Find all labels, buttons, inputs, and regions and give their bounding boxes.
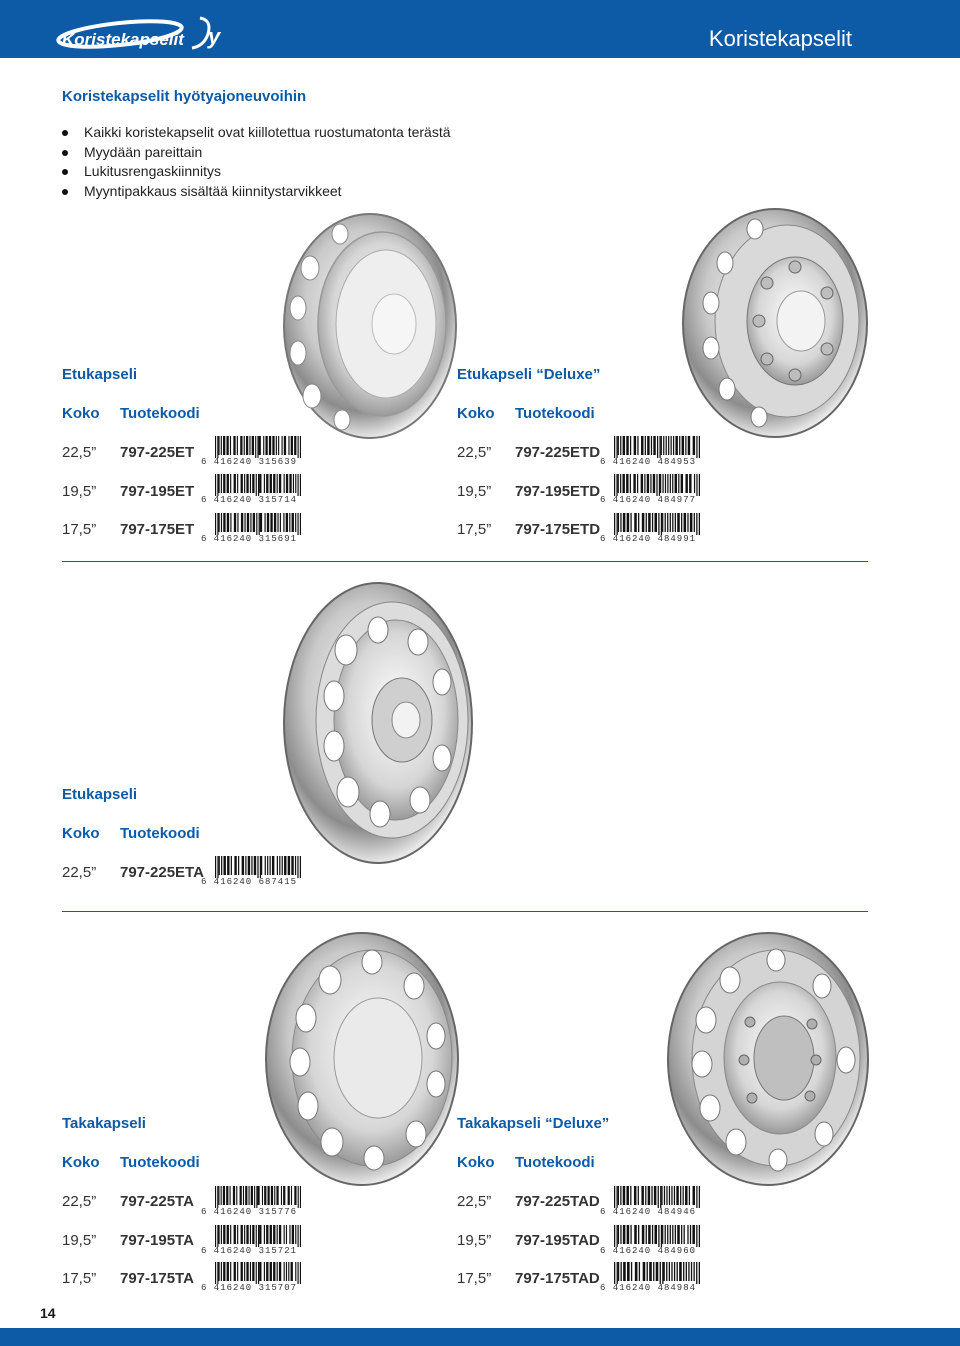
page-header — [0, 0, 960, 58]
column-header-size: Koko — [62, 825, 100, 842]
row-size: 19,5” — [457, 1232, 492, 1249]
row-code: 797-175ET — [120, 521, 195, 538]
row-size: 19,5” — [62, 1232, 97, 1249]
barcode-number: 6 416240 484984 — [600, 1283, 697, 1293]
svg-text:y: y — [208, 24, 221, 49]
barcode — [201, 436, 303, 468]
section-divider — [62, 911, 868, 912]
hubcap-front-image — [270, 208, 460, 444]
row-code: 797-225ET — [120, 444, 195, 461]
barcode-number: 6 416240 687415 — [201, 877, 298, 887]
barcode — [201, 513, 303, 545]
row-size: 22,5” — [62, 1193, 97, 1210]
barcode-bars — [614, 474, 700, 496]
row-size: 17,5” — [62, 1270, 97, 1287]
row-code: 797-195ET — [120, 483, 195, 500]
row-code: 797-175TA — [120, 1270, 194, 1287]
table-title: Etukapseli “Deluxe” — [457, 366, 601, 383]
barcode-bars — [215, 1225, 301, 1247]
row-code: 797-195ETD — [515, 483, 601, 500]
product-table-takakapseli-deluxe — [457, 1115, 609, 1132]
table-title: Takakapseli — [62, 1115, 146, 1132]
table-title: Etukapseli — [62, 786, 138, 803]
product-table-takakapseli — [62, 1115, 146, 1132]
barcode — [201, 474, 303, 506]
column-header-code: Tuotekoodi — [515, 405, 595, 422]
table-title: Takakapseli “Deluxe” — [457, 1115, 610, 1132]
feature-list — [62, 123, 451, 201]
hubcap-rear-image — [260, 928, 465, 1190]
barcode — [201, 1186, 303, 1218]
product-table-etukapseli-eta — [62, 786, 137, 803]
row-code: 797-195TAD — [515, 1232, 600, 1249]
barcode-number: 6 416240 315707 — [201, 1283, 298, 1293]
barcode-bars — [215, 436, 301, 458]
table-title: Etukapseli — [62, 366, 138, 383]
barcode — [600, 1262, 702, 1294]
barcode-bars — [215, 1262, 301, 1284]
barcode — [600, 436, 702, 468]
product-table-etukapseli-deluxe — [457, 366, 600, 383]
barcode-number: 6 416240 315691 — [201, 534, 298, 544]
barcode-number: 6 416240 484946 — [600, 1207, 697, 1217]
barcode-bars — [215, 474, 301, 496]
row-size: 22,5” — [457, 1193, 492, 1210]
barcode-bars — [614, 1262, 700, 1284]
barcode-bars — [215, 856, 301, 878]
barcode — [201, 856, 303, 888]
row-size: 22,5” — [62, 444, 97, 461]
column-header-size: Koko — [457, 1154, 495, 1171]
barcode-number: 6 416240 315714 — [201, 495, 298, 505]
logo-text: Koristekapselit — [62, 30, 184, 49]
feature-item: Lukitusrengaskiinnitys — [62, 162, 451, 182]
barcode — [600, 474, 702, 506]
feature-item: Myyntipakkaus sisältää kiinnitystarvikkeet — [62, 182, 451, 202]
hubcap-rear-deluxe-image — [662, 928, 874, 1190]
barcode — [600, 1225, 702, 1257]
barcode — [201, 1262, 303, 1294]
barcode-number: 6 416240 484960 — [600, 1246, 697, 1256]
row-code: 797-225ETD — [515, 444, 601, 461]
hubcap-front-deluxe-image — [675, 203, 875, 443]
row-size: 19,5” — [62, 483, 97, 500]
row-code: 797-225ETA — [120, 864, 204, 881]
feature-item: Myydään pareittain — [62, 143, 451, 163]
footer-bar — [0, 1328, 960, 1346]
product-table-etukapseli — [62, 366, 137, 383]
row-size: 22,5” — [62, 864, 97, 881]
barcode-bars — [614, 1225, 700, 1247]
column-header-size: Koko — [62, 1154, 100, 1171]
row-code: 797-195TA — [120, 1232, 194, 1249]
row-size: 19,5” — [457, 483, 492, 500]
barcode-number: 6 416240 484977 — [600, 495, 697, 505]
barcode — [600, 1186, 702, 1218]
row-code: 797-175TAD — [515, 1270, 600, 1287]
row-size: 17,5” — [457, 521, 492, 538]
page-number: 14 — [40, 1305, 56, 1321]
barcode-bars — [215, 1186, 301, 1208]
barcode-number: 6 416240 315639 — [201, 457, 298, 467]
barcode-bars — [215, 513, 301, 535]
section-divider — [62, 561, 868, 562]
header-title: Koristekapselit — [708, 26, 852, 51]
hubcap-front-eta-image — [278, 578, 478, 868]
barcode-bars — [614, 513, 700, 535]
row-size: 22,5” — [457, 444, 492, 461]
column-header-code: Tuotekoodi — [120, 825, 200, 842]
column-header-code: Tuotekoodi — [120, 405, 200, 422]
column-header-size: Koko — [62, 405, 100, 422]
barcode-number: 6 416240 484953 — [600, 457, 697, 467]
barcode — [600, 513, 702, 545]
row-size: 17,5” — [457, 1270, 492, 1287]
barcode-bars — [614, 1186, 700, 1208]
barcode-bars — [614, 436, 700, 458]
row-code: 797-225TA — [120, 1193, 194, 1210]
barcode-number: 6 416240 315721 — [201, 1246, 298, 1256]
barcode — [201, 1225, 303, 1257]
barcode-number: 6 416240 484991 — [600, 534, 697, 544]
row-size: 17,5” — [62, 521, 97, 538]
column-header-size: Koko — [457, 405, 495, 422]
barcode-number: 6 416240 315776 — [201, 1207, 298, 1217]
column-header-code: Tuotekoodi — [515, 1154, 595, 1171]
intro-title: Koristekapselit hyötyajoneuvoihin — [62, 88, 307, 105]
row-code: 797-225TAD — [515, 1193, 600, 1210]
column-header-code: Tuotekoodi — [120, 1154, 200, 1171]
row-code: 797-175ETD — [515, 521, 601, 538]
feature-item: Kaikki koristekapselit ovat kiillotettua ruostumatonta terästä — [62, 123, 451, 143]
